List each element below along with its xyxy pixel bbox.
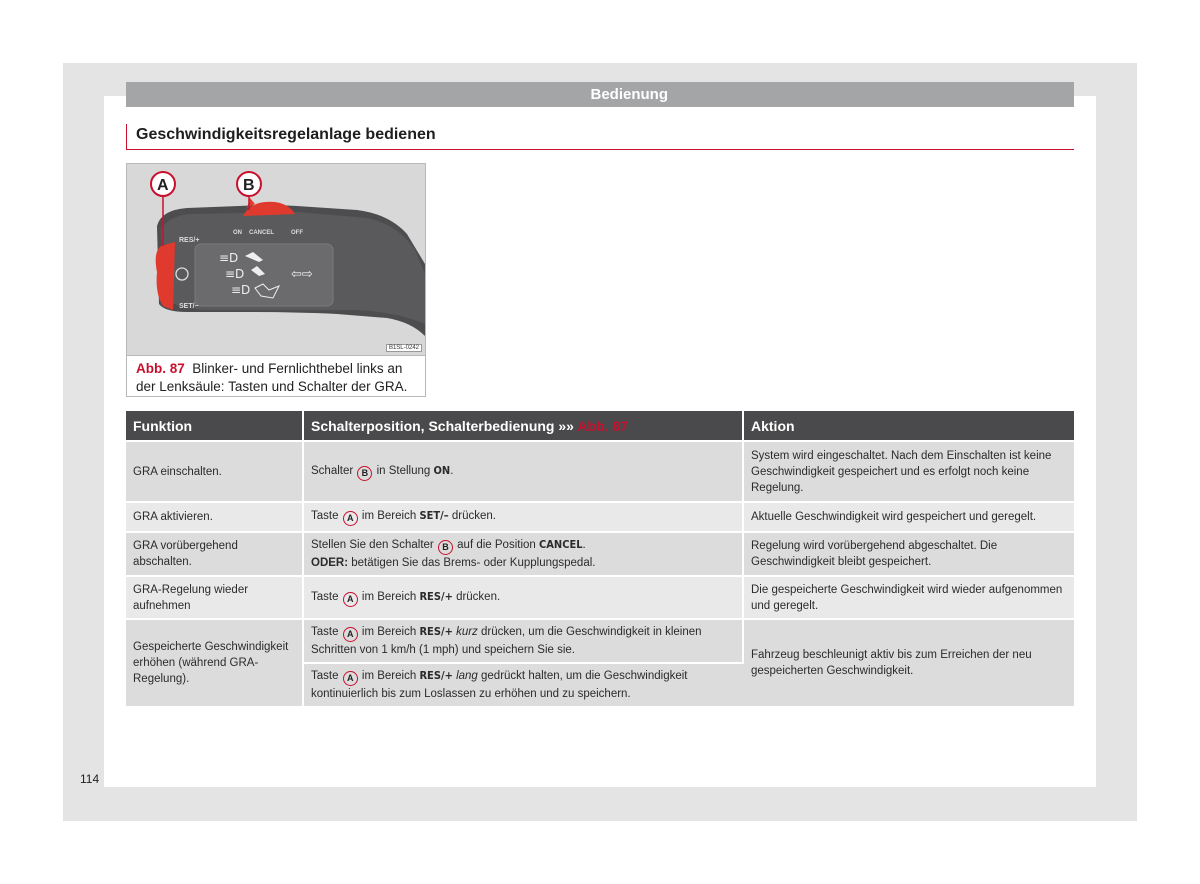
cell-schalter: Schalter B in Stellung ON.: [304, 440, 744, 501]
turn-signal-lever-image: [127, 164, 425, 356]
figure-code: B1SL-0242: [386, 344, 422, 352]
svg-text:CANCEL: CANCEL: [249, 230, 274, 236]
svg-text:ON: ON: [233, 230, 242, 236]
svg-text:≡D: ≡D: [231, 283, 251, 297]
cell-funktion: GRA aktivieren.: [126, 501, 304, 531]
header-schalter: Schalterposition, Schalterbedienung »» Abb. 87: [304, 411, 744, 440]
svg-text:⇦⇨: ⇦⇨: [291, 267, 313, 282]
cell-aktion: Die gespeicherte Geschwindigkeit wird wieder aufgenommen und geregelt.: [744, 575, 1074, 618]
figure-ref: Abb. 87: [136, 361, 185, 376]
svg-text:OFF: OFF: [291, 230, 303, 236]
cell-aktion: Aktuelle Geschwindigkeit wird gespeichert und geregelt.: [744, 501, 1074, 531]
label-b: B: [243, 177, 255, 194]
table-row: [126, 575, 1074, 618]
button-b-marker: B: [357, 466, 372, 481]
cell-schalter: Taste A im Bereich RES/+ drücken.: [304, 575, 744, 618]
button-a-marker: A: [343, 627, 358, 642]
figure-caption: [136, 360, 421, 396]
cell-funktion: Gespeicherte Geschwindigkeit erhöhen (während GRA-Regelung).: [126, 618, 304, 706]
cell-aktion: Fahrzeug beschleunigt aktiv bis zum Erreichen der neu gespeicherten Geschwindigkeit.: [744, 618, 1074, 706]
label-a: A: [157, 177, 169, 194]
lever-illustration: [127, 164, 425, 356]
cell-aktion: Regelung wird vorübergehend abgeschaltet. Die Geschwindigkeit bleibt gespeichert.: [744, 531, 1074, 575]
button-a-marker: A: [343, 671, 358, 686]
svg-text:RES/+: RES/+: [179, 237, 200, 244]
cell-aktion: System wird eingeschaltet. Nach dem Einschalten ist keine Geschwindigkeit gespeichert und es erfolgt noch keine Regelung.: [744, 440, 1074, 501]
caption-text: Blinker- und Fernlichthebel links an der Lenksäule: Tasten und Schalter der GRA.: [136, 361, 408, 394]
cell-schalter: Taste A im Bereich RES/+ lang gedrückt halten, um die Geschwindigkeit kontinuierlich bis zum Loslassen zu erhöhen und zu speichern.: [304, 662, 744, 706]
chapter-header: [126, 82, 1074, 107]
cell-funktion: GRA vorübergehend abschalten.: [126, 531, 304, 575]
cell-schalter: Taste A im Bereich RES/+ kurz drücken, um die Geschwindigkeit in kleinen Schritten von 1 km/h (1 mph) und speichern Sie sie.: [304, 618, 744, 662]
section-title: Geschwindigkeitsregelanlage bedienen: [136, 126, 436, 143]
table-header-row: [126, 411, 1074, 440]
cell-schalter: Stellen Sie den Schalter B auf die Position CANCEL. ODER: betätigen Sie das Brems- oder Kupplungspedal.: [304, 531, 744, 575]
button-a-marker: A: [343, 511, 358, 526]
cell-funktion: GRA einschalten.: [126, 440, 304, 501]
table-row: [126, 440, 1074, 501]
table-row: [126, 531, 1074, 575]
cell-schalter: Taste A im Bereich SET/– drücken.: [304, 501, 744, 531]
section-heading: [126, 124, 1074, 150]
button-b-marker: B: [438, 540, 453, 555]
svg-text:SET/−: SET/−: [179, 303, 199, 310]
gra-function-table: [126, 411, 1074, 706]
header-aktion: Aktion: [744, 411, 1074, 440]
header-funktion: Funktion: [126, 411, 304, 440]
svg-text:≡D: ≡D: [225, 267, 245, 281]
figure-link[interactable]: Abb. 87: [577, 417, 628, 434]
figure-87: [126, 163, 426, 397]
table-row: [126, 618, 1074, 662]
cell-funktion: GRA-Regelung wieder aufnehmen: [126, 575, 304, 618]
svg-text:≡D: ≡D: [219, 251, 239, 265]
button-a-marker: A: [343, 592, 358, 607]
table-row: [126, 501, 1074, 531]
chapter-title: Bedienung: [590, 86, 668, 103]
page-number: 114: [80, 772, 100, 786]
